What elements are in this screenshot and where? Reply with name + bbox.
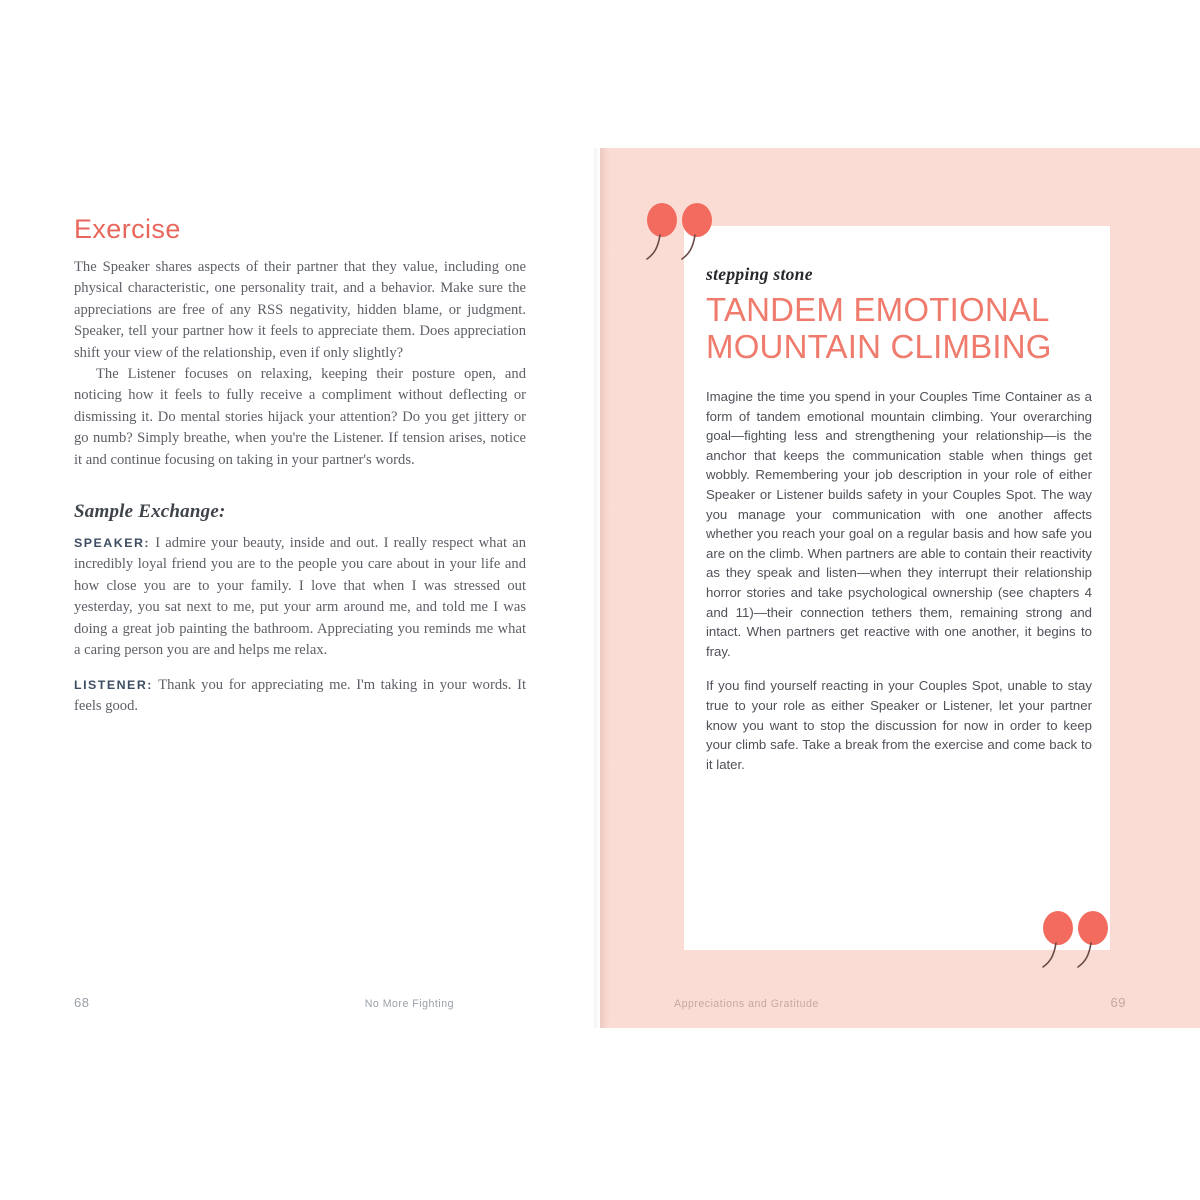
left-page-footer [74, 995, 526, 1010]
closing-quote-icon [1040, 908, 1114, 976]
role-label-listener: LISTENER: [74, 677, 153, 692]
opening-quote-icon [644, 200, 718, 268]
running-head: Appreciations and Gratitude [674, 998, 819, 1010]
book-spread [0, 148, 1200, 1028]
right-page [600, 148, 1200, 1028]
left-page-content [74, 216, 526, 730]
paragraph: Imagine the time you spend in your Couples Time Container as a form of tandem emotional mountain climbing. Your overarching goal—fighting less and strengthening your relationship—is the anchor that keeps the communication stable when things get wobbly. Remembering your job description in your role of either Speaker or Listener builds safety in your Couples Spot. The way you manage your communication with one another affects whether you reach your goal on a regular basis and how safe you are on the climb. When partners are able to contain their reactivity as they speak and listen—when they interrupt their relationship horror stories and take psychological ownership (see chapters 4 and 11)—their connection tethers them, remaining strong and intact. When partners get reactive with one another, it begins to fray. [706, 389, 1092, 659]
sample-exchange-heading: Sample Exchange: [74, 501, 226, 523]
running-head: No More Fighting [364, 998, 454, 1010]
dialog-line-listener [74, 675, 526, 718]
page-number: 68 [74, 995, 90, 1010]
paragraph: If you find yourself reacting in your Couples Spot, unable to stay true to your role as either Speaker or Listener, let your partner know you want to stop the discussion for now in order to keep your climb safe. Take a break from the exercise and come back to it later. [706, 678, 1092, 772]
dialog-line-speaker [74, 533, 526, 661]
eyebrow-label: stepping stone [706, 264, 813, 284]
left-page [0, 148, 600, 1028]
role-label-speaker: SPEAKER: [74, 536, 151, 551]
right-page-footer [674, 995, 1126, 1010]
page-title: Exercise [74, 214, 181, 244]
page-number: 69 [1110, 995, 1126, 1010]
dialog-text-listener: Thank you for appreciating me. I'm taking in your words. It feels good. [74, 676, 526, 714]
paragraph: The Speaker shares aspects of their partner that they value, including one physical characteristic, one personality trait, and a behavior. Make sure the appreciations are free of any RSS negativity, hidden blame, or judgment. Speaker, tell your partner how it feels to appreciate them. Does appreciation shift your view of the relationship, even if only slightly? [74, 259, 526, 361]
paragraph: The Listener focuses on relaxing, keeping their posture open, and noticing how it feels to fully receive a compliment without deflecting or dismissing it. Do mental stories hijack your attention? Do you get jittery or go numb? Simply breathe, when you're the Listener. If tension arises, notice it and continue focusing on taking in your partner's words. [74, 366, 526, 468]
dialog-text-speaker: I admire your beauty, inside and out. I really respect what an incredibly loyal friend you are to the people you care about in your life and how close you are to your family. I love that when I was stressed out yesterday, you sat next to me, put your arm around me, and told me I was doing a great job painting the bathroom. Appreciating you reminds me what a caring person you are and helps me relax. [74, 535, 526, 659]
stepping-stone-card-content [706, 264, 1092, 789]
stepping-stone-card [684, 226, 1110, 950]
chapter-title: TANDEM EMOTIONAL MOUNTAIN CLIMBING [706, 291, 1052, 365]
